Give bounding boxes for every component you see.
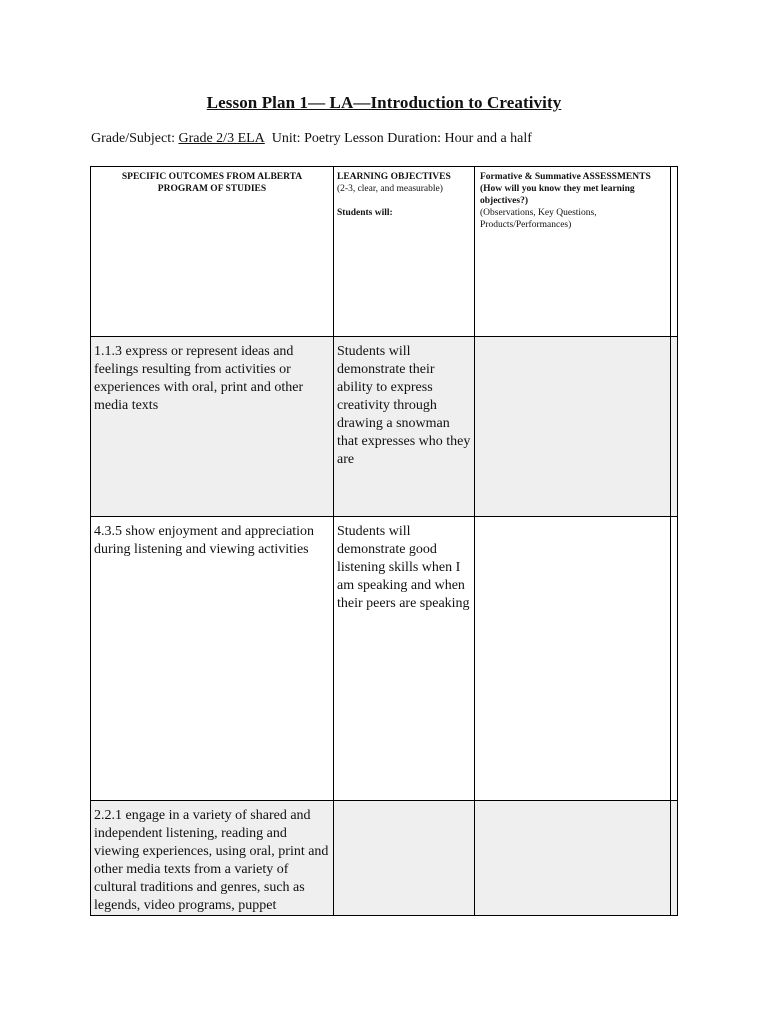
grade-subject-label: Grade/Subject: [91, 131, 179, 146]
header-objectives-students: Students will: [337, 208, 393, 218]
header-assessments-title: Formative & Summative ASSESSMENTS [480, 172, 651, 182]
header-assessments-question: (How will you know they met learning objectives?) [480, 184, 635, 206]
objective-text: Students will demonstrate good listening skills when I am speaking and when their peers are speaking [337, 524, 470, 611]
objective-cell [333, 801, 474, 915]
outcome-cell [90, 337, 333, 516]
lesson-plan-title: Lesson Plan 1— LA—Introduction to Creativity [206, 93, 562, 112]
assessment-cell [474, 517, 670, 800]
table-row [90, 336, 678, 516]
objective-cell [333, 337, 474, 516]
lesson-meta-line [91, 131, 532, 147]
outcome-cell [90, 801, 333, 915]
grade-subject-value: Grade 2/3 ELA [178, 131, 265, 146]
table-bottom-border [90, 915, 678, 916]
unit-text: Unit: Poetry [271, 131, 341, 146]
assessment-cell [474, 337, 670, 516]
header-objectives-title: LEARNING OBJECTIVES [337, 172, 451, 182]
objective-text: Students will demonstrate their ability to express creativity through drawing a snowman that expresses who they are [337, 344, 471, 467]
table-edge-cell [670, 167, 678, 336]
table-edge-cell [670, 801, 678, 915]
assessment-text [475, 517, 670, 523]
table-row [90, 516, 678, 800]
table-row [90, 800, 678, 915]
header-assessments-note: (Observations, Key Questions, Products/Performances) [480, 208, 597, 230]
outcome-cell [90, 517, 333, 800]
table-edge-cell [670, 517, 678, 800]
table-edge-cell [670, 337, 678, 516]
header-objectives-note: (2-3, clear, and measurable) [337, 184, 443, 194]
assessment-cell [474, 801, 670, 915]
header-outcomes: SPECIFIC OUTCOMES FROM ALBERTA PROGRAM OF STUDIES [121, 172, 303, 194]
outcome-text: 4.3.5 show enjoyment and appreciation during listening and viewing activities [94, 524, 315, 557]
objective-cell [333, 517, 474, 800]
assessment-text [475, 337, 670, 343]
lesson-duration-text: Lesson Duration: Hour and a half [344, 131, 532, 146]
lesson-plan-table [90, 166, 678, 916]
header-objectives-cell [333, 167, 474, 336]
header-assessments-cell [474, 167, 670, 336]
assessment-text [475, 801, 670, 807]
table-header-row [90, 166, 678, 336]
objective-text [334, 801, 474, 807]
header-outcomes-cell [90, 167, 333, 336]
outcome-text: 2.2.1 engage in a variety of shared and independent listening, reading and viewing experiences, using oral, print and other media texts from a variety of cultural traditions and genres, such as legends, video programs, puppet [94, 808, 329, 913]
outcome-text: 1.1.3 express or represent ideas and feelings resulting from activities or experiences with oral, print and other media texts [94, 344, 304, 413]
